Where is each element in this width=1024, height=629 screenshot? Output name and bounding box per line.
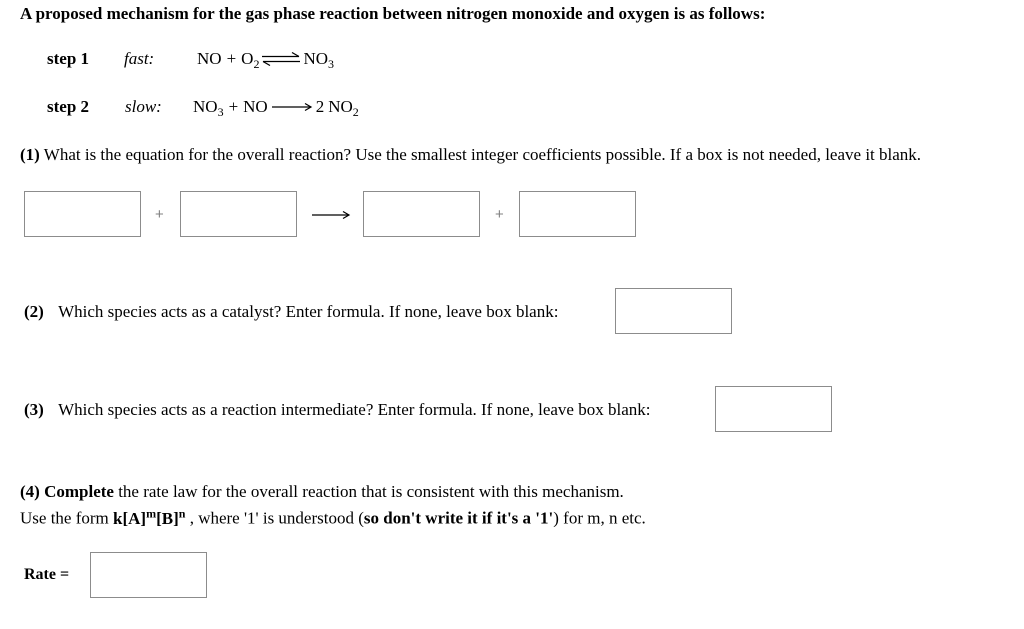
q4-line-2 (20, 506, 646, 529)
overall-reactant-2-input[interactable] (180, 191, 297, 237)
step-2-product: $NO_2$ (328, 97, 359, 119)
q4-line-2-start: Use the form (20, 508, 114, 528)
intro-text: A proposed mechanism for the gas phase reaction between nitrogen monoxide and oxygen is as follows: (20, 4, 766, 23)
overall-reactant-1-input[interactable] (24, 191, 141, 237)
overall-product-2-input[interactable] (519, 191, 636, 237)
q4-prefix: (4) Complete (20, 482, 114, 501)
catalyst-input[interactable] (615, 288, 732, 334)
step-2-equation (193, 97, 359, 117)
q2-text (24, 302, 558, 322)
overall-product-1-input[interactable] (363, 191, 480, 237)
rate-label: Rate = (24, 566, 70, 583)
step-1-equation (197, 49, 334, 69)
step-2-product-coef: 2 (315, 97, 325, 116)
rate-law-input[interactable] (90, 552, 207, 598)
intermediate-input[interactable] (715, 386, 832, 432)
rate-form: $k[A]^m[B]^n$ (113, 506, 186, 528)
step-1-label: step 1 (47, 49, 90, 68)
q1-text (20, 145, 921, 165)
step-1-reactant-b: $O_2$ (241, 49, 260, 71)
q2-number: (2) (24, 302, 44, 321)
forward-arrow-icon (271, 102, 313, 112)
q4-line-2-mid: , where '1' is understood ( (185, 508, 364, 528)
q4-line-2-bold: so don't write it if it's a '1' (363, 508, 554, 528)
step-2-reactant-a: $NO_3$ (193, 97, 224, 119)
equilibrium-arrow-icon (261, 52, 301, 66)
q3-number: (3) (24, 400, 44, 419)
q1-plus-left: + (155, 206, 164, 223)
overall-reaction-arrow-icon (311, 210, 351, 220)
q1-plus-right: + (495, 206, 504, 223)
q1-body: What is the equation for the overall reaction? Use the smallest integer coefficients possible. If a box is not needed, leave it blank. (43, 145, 922, 164)
q4-line-1-rest: the rate law for the overall reaction that is consistent with this mechanism. (113, 482, 624, 501)
q4-line-2-end: ) for m, n etc. (553, 508, 646, 528)
step-1-reactant-a: NO (197, 49, 222, 68)
q4-line-1 (20, 482, 624, 502)
q3-text (24, 400, 650, 420)
step-2-reactant-b: NO (243, 97, 268, 116)
step-2-speed: slow: (125, 97, 162, 116)
q3-body: Which species acts as a reaction intermediate? Enter formula. If none, leave box blank: (58, 400, 651, 419)
q1-number: (1) (20, 145, 40, 164)
step-2-plus: + (228, 97, 239, 116)
step-2-label: step 2 (47, 97, 90, 116)
step-1-speed: fast: (124, 49, 155, 68)
step-1-product: $NO_3$ (303, 49, 334, 71)
q2-body: Which species acts as a catalyst? Enter formula. If none, leave box blank: (58, 302, 559, 321)
step-1-plus: + (226, 49, 237, 68)
